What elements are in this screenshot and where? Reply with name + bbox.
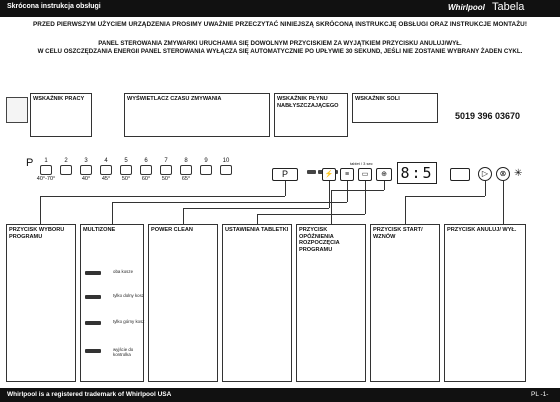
delay-display-box (124, 93, 270, 137)
connector (331, 190, 332, 224)
connector (285, 181, 286, 196)
program-number: 7 (164, 158, 168, 164)
connector (257, 214, 365, 215)
start-icon: ▷ (481, 169, 489, 178)
program-temperature: 50° (121, 176, 131, 182)
salt-indicator-box (352, 93, 438, 123)
program-number: 8 (184, 158, 188, 164)
work-indicator-box (30, 93, 92, 137)
program-temperature: 40° (81, 176, 91, 182)
zone-both-icon (85, 271, 101, 275)
tablet-3sec-label: tablet / 3 sec (350, 161, 373, 166)
program-symbol-icon (60, 165, 72, 175)
program-symbol-icon (140, 165, 152, 175)
program-symbol-icon (220, 165, 232, 175)
top-bar (0, 0, 560, 17)
zone-both-label: oba kosze (113, 269, 134, 274)
multizone-button[interactable]: ≡ (340, 168, 354, 181)
program-row (34, 158, 234, 188)
delay-start-desc (296, 224, 366, 382)
delay-button[interactable]: ⊕ (376, 168, 392, 181)
program-select-label: P (281, 169, 288, 179)
connector (485, 181, 486, 196)
time-display: 8:5 (397, 162, 437, 184)
tablet-desc (222, 224, 292, 382)
connector (503, 181, 504, 224)
rinse-indicator-title: WSKAŹNIK PŁYNU NABŁYSZCZAJĄCEGO (277, 96, 339, 109)
program-temperature: 65° (181, 176, 191, 182)
program-number: 4 (104, 158, 108, 164)
connector (40, 196, 285, 197)
connector (384, 181, 385, 190)
program-symbol-icon (80, 165, 92, 175)
program-symbol-icon (200, 165, 212, 175)
program-symbol-icon (180, 165, 192, 175)
connector (405, 196, 485, 197)
multizone-led-1 (307, 170, 316, 174)
warning-line-1: PRZED PIERWSZYM UŻYCIEM URZĄDZENIA PROSIMY UWAŻNIE PRZECZYTAĆ NINIEJSZĄ SKRÓCONĄ INSTRUKCJĘ OBSŁUGI ORAZ INSTRUKCJE MONTAŻU! (32, 21, 528, 28)
program-symbol-icon (100, 165, 112, 175)
connector (112, 202, 347, 203)
cancel-icon: ⊗ (499, 169, 507, 178)
bottom-bar (0, 388, 560, 402)
delay-start-desc-title: PRZYCISK OPÓŹNIENIA ROZPOCZĘCIA PROGRAMU (299, 227, 340, 253)
power-clean-desc (148, 224, 218, 382)
doc-title: Skrócona instrukcja obsługi (7, 3, 101, 10)
cancel-desc-title: PRZYCISK ANULUJ/ WYŁ. (447, 227, 517, 233)
program-symbol-icon (120, 165, 132, 175)
work-indicator-title: WSKAŹNIK PRACY (33, 96, 85, 102)
program-number: 10 (222, 158, 230, 164)
zone-upper-label: tylko górny kosz (113, 319, 145, 324)
warning-block (0, 40, 560, 55)
start-button[interactable] (478, 167, 492, 181)
program-select-desc (6, 224, 76, 382)
sun-icon: ✳ (514, 168, 523, 179)
connector (183, 208, 329, 209)
warning-line-3: W CELU OSZCZĘDZANIA ENERGII PANEL STEROWANIA WYŁĄCZA SIĘ AUTOMATYCZNIE PO UPŁYWIE 30 SEKUND, JEŚLI NIE ZOSTANIE WYBRANY ŻADEN CYKL. (37, 47, 523, 55)
multizone-desc-title: MULTIZONE (83, 227, 116, 233)
program-number: 9 (204, 158, 208, 164)
brand-logo: Whirlpool (448, 3, 485, 12)
program-letter: P (26, 157, 34, 169)
salt-indicator-title: WSKAŹNIK SOLI (355, 96, 400, 102)
connector (365, 181, 366, 214)
zone-off-label: wyjście do kontrolka (113, 347, 134, 358)
connector (40, 196, 41, 224)
program-number: 1 (44, 158, 48, 164)
cancel-button[interactable] (496, 167, 510, 181)
dishwasher-image (6, 97, 28, 123)
zone-off-icon (85, 349, 101, 353)
dummy-button[interactable] (450, 168, 470, 181)
connector (183, 208, 184, 224)
connector (347, 181, 348, 202)
start-desc (370, 224, 440, 382)
connector (329, 181, 330, 208)
rinse-indicator-box (274, 93, 348, 137)
section-label: Tabela (492, 1, 525, 13)
power-clean-button[interactable]: ⚡ (322, 168, 336, 181)
zone-upper-icon (85, 321, 101, 325)
multizone-desc (80, 224, 144, 382)
program-symbol-icon (40, 165, 52, 175)
program-number: 2 (64, 158, 68, 164)
cancel-desc (444, 224, 526, 382)
connector (257, 214, 258, 224)
tablet-button[interactable]: ▭ (358, 168, 372, 181)
program-select-button[interactable] (272, 168, 298, 181)
connector (331, 190, 384, 191)
start-desc-title: PRZYCISK START/ WZNÓW (373, 227, 423, 240)
zone-lower-icon (85, 295, 101, 299)
program-item (214, 158, 238, 176)
power-clean-desc-title: POWER CLEAN (151, 227, 193, 233)
program-temperature: 45° (101, 176, 111, 182)
program-select-desc-title: PRZYCISK WYBORU PROGRAMU (9, 227, 65, 240)
trademark-text: Whirlpool is a registered trademark of Whirlpool USA (7, 391, 172, 398)
tablet-desc-title: USTAWIENIA TABLETKI (225, 227, 289, 233)
program-number: 6 (144, 158, 148, 164)
program-temperature: 60° (141, 176, 151, 182)
warning-line-2: PANEL STEROWANIA ZMYWARKI URUCHAMIA SIĘ DOWOLNYM PRZYCISKIEM ZA WYJĄTKIEM PRZYCISKU ANULUJ/WYŁ. (98, 40, 462, 47)
program-temperature: 50° (161, 176, 171, 182)
connector (405, 196, 406, 224)
zone-lower-label: tylko dolny kosz (113, 293, 144, 298)
program-symbol-icon (160, 165, 172, 175)
page-number: PL -1- (531, 391, 549, 398)
product-code: 5019 396 03670 (455, 111, 521, 121)
program-number: 5 (124, 158, 128, 164)
connector (112, 202, 113, 224)
program-number: 3 (84, 158, 88, 164)
delay-display-title: WYŚWIETLACZ CZASU ZMYWANIA (127, 96, 222, 102)
program-temperature: 40°-70° (36, 176, 56, 182)
